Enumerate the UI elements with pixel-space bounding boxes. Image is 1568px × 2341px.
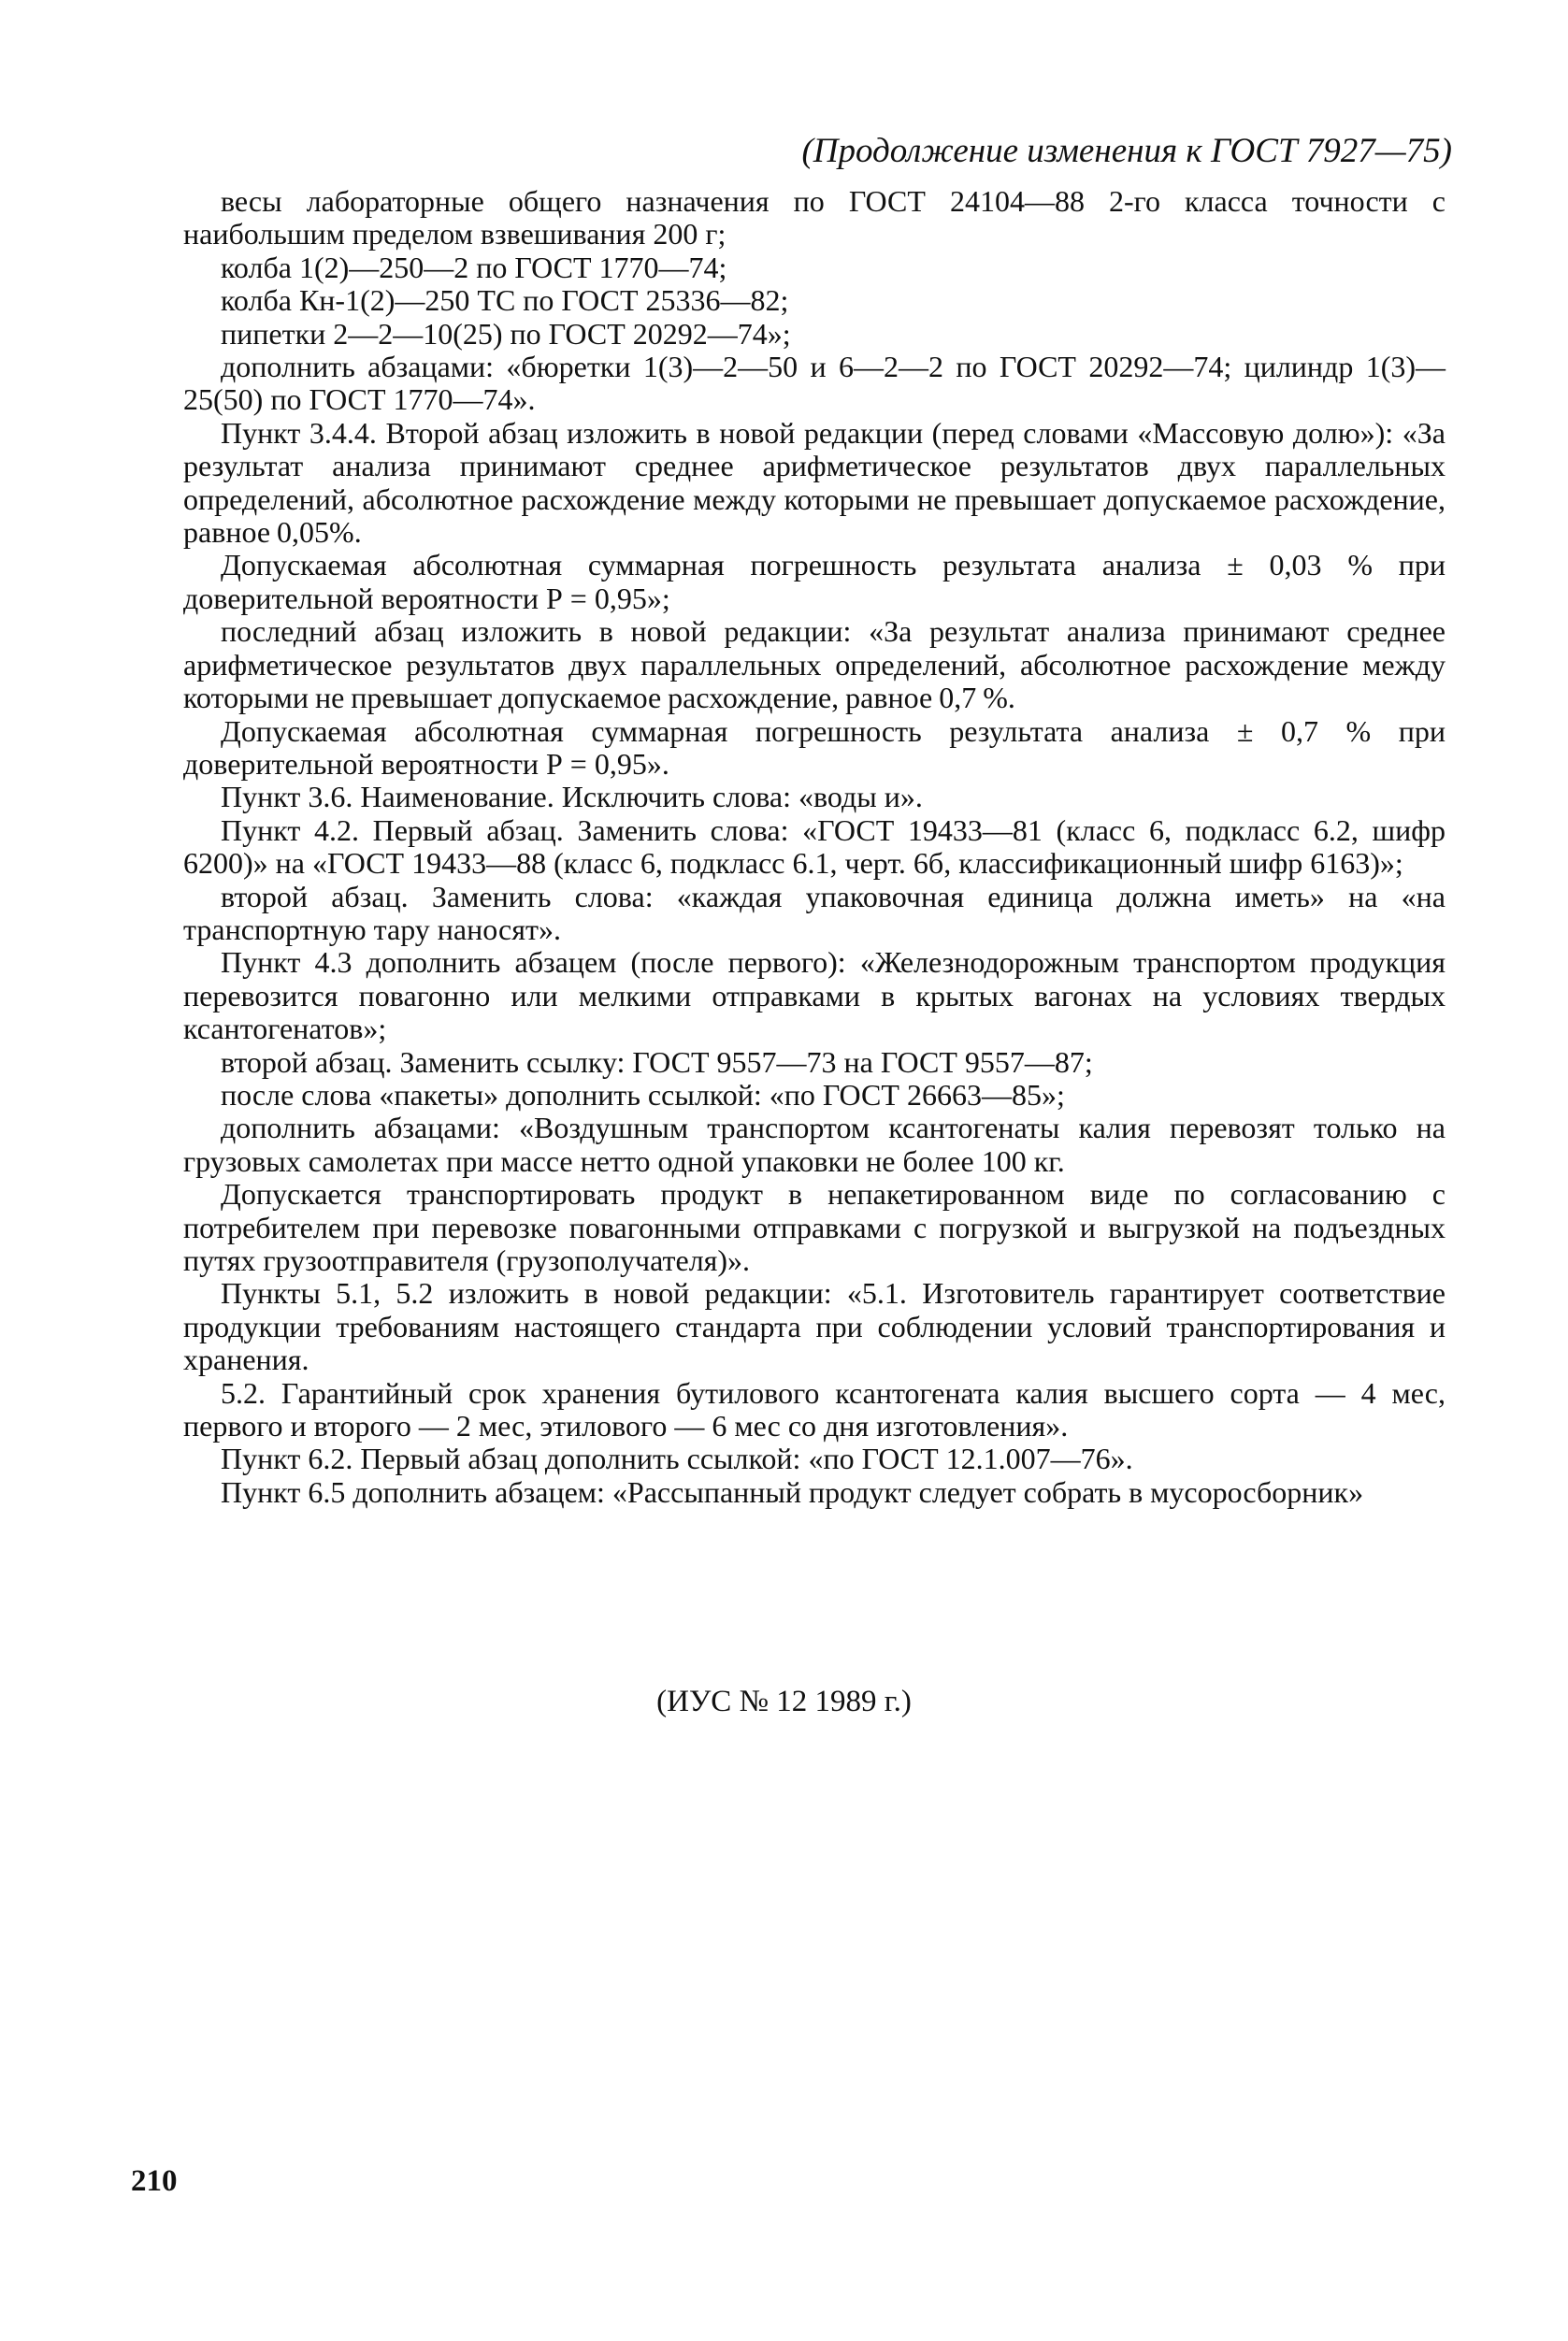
paragraph-clause-4-2: Пункт 4.2. Первый абзац. Заменить слова: «ГОСТ 19433—81 (класс 6, подкласс 6.2, шифр 6200)» на «ГОСТ 19433—88 (класс 6, подкласс 6.1, черт. 6б, классификационный шифр 6163)»; — [183, 812, 1446, 881]
paragraph-clause-3-4-4: Пункт 3.4.4. Второй абзац изложить в новой редакции (перед словами «Массовую долю»): «За результат анализа принимают среднее арифметическое результатов двух параллельных определений, абсолютное расхождение между которыми не превышает допускаемое расхождение, равное 0,05%. — [183, 415, 1446, 550]
paragraph-error-0-7: Допускаемая абсолютная суммарная погрешность результата анализа ± 0,7 % при доверительной вероятности Р = 0,95». — [183, 713, 1446, 781]
paragraph-flask-2: колба Кн-1(2)—250 ТС по ГОСТ 25336—82; — [221, 283, 789, 318]
paragraph-last-abzac: последний абзац изложить в новой редакции: «За результат анализа принимают среднее арифметическое результатов двух параллельных определений, абсолютное расхождение между которыми не превышает допускаемое расхождение, равное 0,7 %. — [183, 614, 1446, 715]
paragraph-error-0-03: Допускаемая абсолютная суммарная погрешность результата анализа ± 0,03 % при доверительной вероятности Р = 0,95»; — [183, 548, 1446, 615]
paragraph-clause-5-1: Пункты 5.1, 5.2 изложить в новой редакции: «5.1. Изготовитель гарантирует соответствие продукции требованиям настоящего стандарта при соблюдении условий транспортирования и хранения. — [183, 1276, 1446, 1377]
paragraph-flask-1: колба 1(2)—250—2 по ГОСТ 1770—74; — [221, 250, 727, 284]
paragraph-air-transport: дополнить абзацами: «Воздушным транспортом ксантогенаты калия перевозят только на грузовых самолетах при массе нетто одной упаковки не более 100 кг. — [183, 1111, 1446, 1178]
page-number: 210 — [131, 2164, 178, 2198]
paragraph-burettes: дополнить абзацами: «бюретки 1(3)—2—50 и 6—2—2 по ГОСТ 20292—74; цилиндр 1(3)—25(50) по ГОСТ 1770—74». — [183, 350, 1446, 417]
paragraph-packages: после слова «пакеты» дополнить ссылкой: «по ГОСТ 26663—85»; — [221, 1077, 1065, 1112]
paragraph-pipettes: пипетки 2—2—10(25) по ГОСТ 20292—74»; — [221, 316, 791, 351]
continuation-header: (Продолжение изменения к ГОСТ 7927—75) — [801, 132, 1452, 170]
paragraph-second-abzac-4-2: второй абзац. Заменить слова: «каждая упаковочная единица должна иметь» на «на транспортную тару наносят». — [183, 879, 1446, 946]
paragraph-clause-5-2: 5.2. Гарантийный срок хранения бутилового ксантогената калия высшего сорта — 4 мес, первого и второго — 2 мес, этилового — 6 мес со дня изготовления». — [183, 1375, 1446, 1443]
paragraph-clause-6-2: Пункт 6.2. Первый абзац дополнить ссылкой: «по ГОСТ 12.1.007—76». — [221, 1442, 1133, 1476]
paragraph-scales: весы лабораторные общего назначения по ГОСТ 24104—88 2-го класса точности с наибольшим пределом взвешивания 200 г; — [183, 184, 1446, 251]
paragraph-clause-4-3: Пункт 4.3 дополнить абзацем (после первого): «Железнодорожным транспортом продукция перевозится повагонно или мелкими отправками в крытых вагонах на условиях твердых ксантогенатов»; — [183, 945, 1446, 1046]
paragraph-second-abzac-4-3: второй абзац. Заменить ссылку: ГОСТ 9557—73 на ГОСТ 9557—87; — [221, 1044, 1093, 1079]
document-body — [183, 185, 1446, 1509]
source-note: (ИУС № 12 1989 г.) — [656, 1685, 912, 1718]
paragraph-clause-3-6: Пункт 3.6. Наименование. Исключить слова: «воды и». — [221, 780, 923, 814]
paragraph-clause-6-5: Пункт 6.5 дополнить абзацем: «Рассыпанный продукт следует собрать в мусоросборник» — [221, 1474, 1364, 1509]
paragraph-unpacked: Допускается транспортировать продукт в непакетированном виде по согласованию с потребителем при перевозке повагонными отправками с погрузкой и выгрузкой на подъездных путях грузоотправителя (грузополучателя)». — [183, 1177, 1446, 1277]
